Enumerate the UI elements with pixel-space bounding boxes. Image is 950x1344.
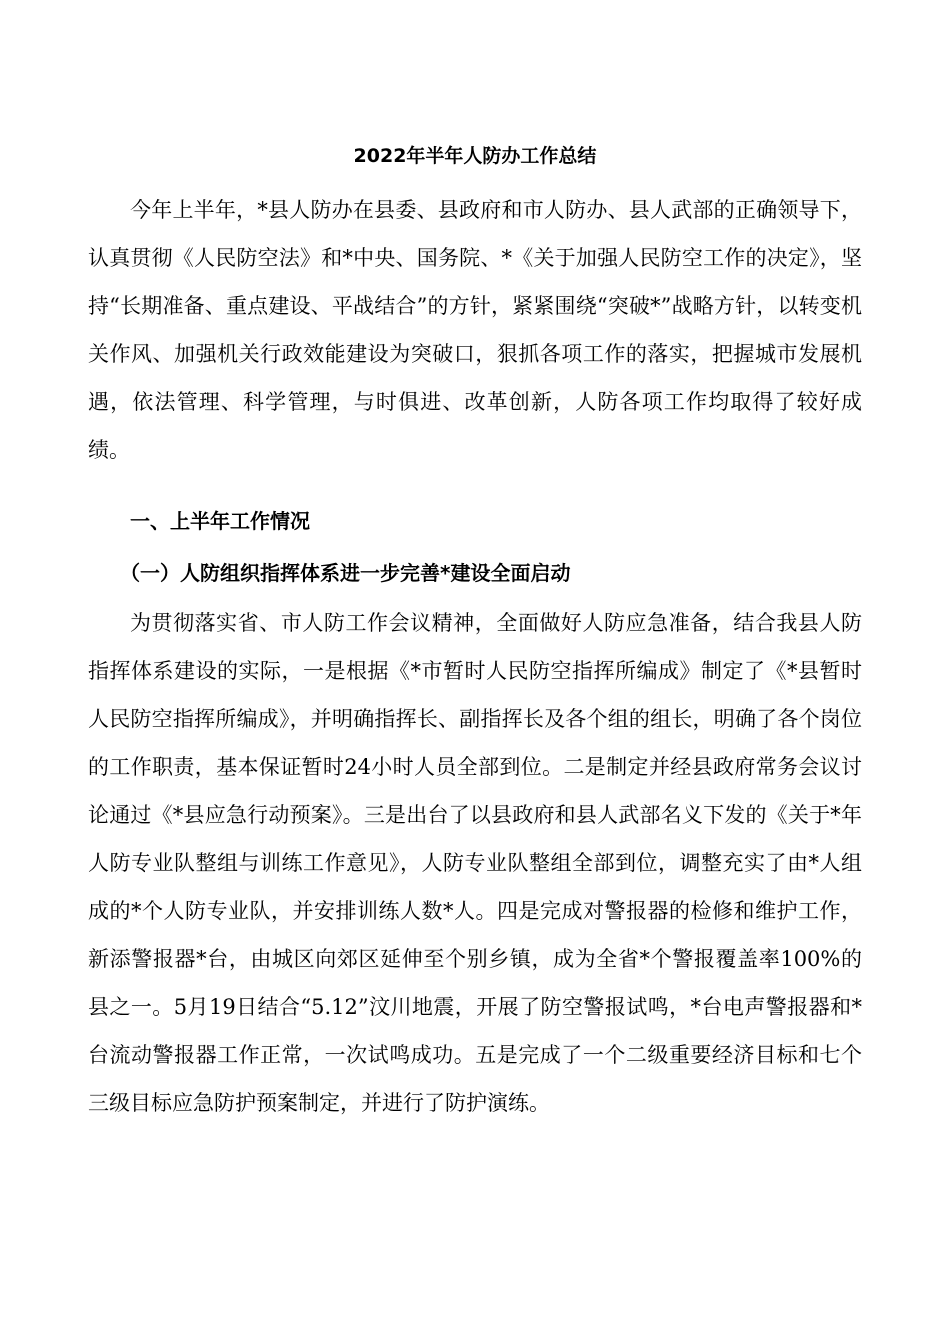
- document-title: 2022年半年人防办工作总结: [353, 145, 597, 167]
- intro-paragraph: 今年上半年，*县人防办在县委、县政府和市人防办、县人武部的正确领导下，认真贯彻《人民防空法》和*中央、国务院、*《关于加强人民防空工作的决定》，坚持“长期准备、重点建设、平战结合”的方针，紧紧围绕“突破*”战略方针，以转变机关作风、加强机关行政效能建设为突破口，狠抓各项工作的落实，把握城市发展机遇，依法管理、科学管理，与时俱进、改革创新，人防各项工作均取得了较好成绩。: [88, 198, 862, 462]
- body-paragraph: 为贯彻落实省、市人防工作会议精神，全面做好人防应急准备，结合我县人防指挥体系建设的实际，一是根据《*市暂时人民防空指挥所编成》制定了《*县暂时人民防空指挥所编成》，并明确指挥长、副指挥长及各个组的组长，明确了各个岗位的工作职责，基本保证暂时24小时人员全部到位。二是制定并经县政府常务会议讨论通过《*县应急行动预案》。三是出台了以县政府和县人武部名义下发的《关于*年人防专业队整组与训练工作意见》，人防专业队整组全部到位，调整充实了由*人组成的*个人防专业队，并安排训练人数*人。四是完成对警报器的检修和维护工作，新添警报器*台，由城区向郊区延伸至个别乡镇，成为全省*个警报覆盖率100%的县之一。5月19日结合“5.12”汶川地震，开展了防空警报试鸣，*台电声警报器和*台流动警报器工作正常，一次试鸣成功。五是完成了一个二级重要经济目标和七个三级目标应急防护预案制定，并进行了防护演练。: [88, 611, 862, 1115]
- section-heading: 一、上半年工作情况: [130, 509, 310, 533]
- subsection-heading: （一）人防组织指挥体系进一步完善*建设全面启动: [120, 561, 571, 585]
